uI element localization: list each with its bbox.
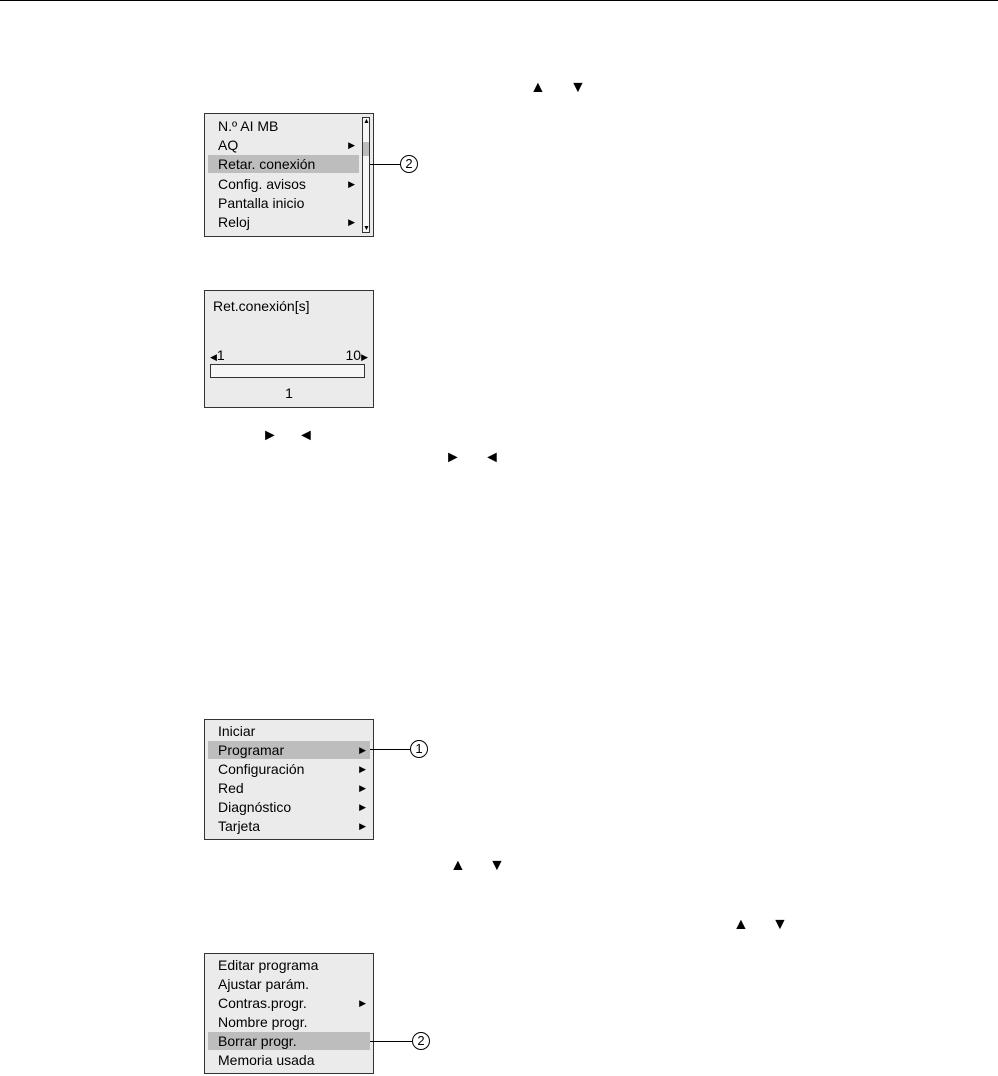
menu-item-label: Borrar progr. — [218, 1033, 297, 1049]
callout-line — [370, 1041, 412, 1042]
scrollbar-thumb[interactable] — [363, 142, 369, 156]
up-arrow-icon: ▲ — [450, 857, 466, 874]
parameter-panel — [204, 290, 374, 408]
menu-item-ajustar-param[interactable] — [208, 975, 370, 993]
parameter-value: 1 — [285, 385, 293, 401]
top-rule — [0, 0, 998, 1]
callout-number: 1 — [410, 740, 428, 758]
submenu-arrow-icon: ▶ — [359, 802, 366, 812]
menu-item-nombre-progr[interactable] — [208, 1013, 370, 1031]
down-arrow-icon: ▼ — [570, 79, 586, 96]
menu-item-label: Config. avisos — [218, 176, 306, 192]
menu-item-label: Pantalla inicio — [218, 195, 305, 211]
right-arrow-icon: ► — [445, 449, 461, 466]
submenu-arrow-icon: ▶ — [359, 745, 366, 755]
up-arrow-icon: ▲ — [733, 916, 749, 933]
callout-number: 2 — [400, 155, 418, 173]
menu-item-label: Editar programa — [218, 957, 319, 973]
range-left-arrow-icon: ◀ — [210, 352, 217, 362]
submenu-arrow-icon: ▶ — [348, 217, 355, 227]
callout-line — [370, 164, 400, 165]
menu-item-label: Contras.progr. — [218, 995, 307, 1011]
menu-item-contras-progr[interactable] — [208, 994, 370, 1012]
menu-item-borrar-progr[interactable] — [208, 1032, 370, 1050]
submenu-arrow-icon: ▶ — [359, 764, 366, 774]
menu-item-label: Red — [218, 780, 244, 796]
menu-item-label: Ajustar parám. — [218, 976, 310, 992]
menu-item-tarjeta[interactable] — [208, 817, 370, 835]
submenu-arrow-icon: ▶ — [348, 179, 355, 189]
range-min-value: 1 — [216, 347, 225, 363]
parameter-title: Ret.conexión[s] — [213, 298, 310, 314]
menu-item-editar-programa[interactable] — [208, 956, 370, 974]
submenu-arrow-icon: ▶ — [348, 140, 355, 150]
menu-item-memoria-usada[interactable] — [208, 1051, 370, 1069]
menu-item-label: AQ — [218, 137, 239, 153]
range-min[interactable] — [210, 347, 225, 363]
menu-item-retar-conexion[interactable] — [208, 155, 359, 173]
settings-menu — [204, 113, 374, 237]
callout-number: 2 — [412, 1032, 430, 1050]
down-arrow-icon: ▼ — [772, 916, 788, 933]
submenu-arrow-icon: ▶ — [359, 821, 366, 831]
menu-item-diagnostico[interactable] — [208, 798, 370, 816]
submenu-arrow-icon: ▶ — [359, 783, 366, 793]
range-max-value: 10 — [345, 347, 362, 363]
menu-item-label: Iniciar — [218, 723, 256, 739]
up-arrow-icon: ▲ — [530, 79, 546, 96]
callout-line — [370, 749, 410, 750]
menu-item-red[interactable] — [208, 779, 370, 797]
main-menu — [204, 719, 374, 840]
menu-item-label: Nombre progr. — [218, 1014, 308, 1030]
range-bar[interactable] — [210, 364, 365, 378]
down-arrow-icon: ▼ — [489, 857, 505, 874]
range-max[interactable] — [346, 347, 369, 363]
menu-item-label: Configuración — [218, 761, 305, 777]
menu-item-label: Memoria usada — [218, 1052, 315, 1068]
menu-item-label: Programar — [218, 742, 285, 758]
menu-item-ai-mb[interactable] — [208, 117, 359, 135]
menu-item-label: Tarjeta — [218, 818, 261, 834]
scroll-down-icon: ▼ — [363, 225, 370, 232]
menu-item-iniciar[interactable] — [208, 722, 370, 740]
menu-item-programar[interactable] — [208, 741, 370, 759]
program-menu — [204, 953, 374, 1074]
right-arrow-icon: ► — [262, 427, 278, 444]
submenu-arrow-icon: ▶ — [359, 998, 366, 1008]
menu-item-reloj[interactable] — [208, 213, 359, 231]
left-arrow-icon: ◄ — [298, 427, 314, 444]
menu-item-configuracion[interactable] — [208, 760, 370, 778]
menu-item-aq[interactable] — [208, 136, 359, 154]
menu-item-label: Reloj — [218, 214, 250, 230]
menu-item-label: Retar. conexión — [218, 156, 316, 172]
range-right-arrow-icon: ▶ — [361, 352, 368, 362]
menu-item-config-avisos[interactable] — [208, 175, 359, 193]
scrollbar[interactable] — [362, 117, 370, 233]
left-arrow-icon: ◄ — [484, 449, 500, 466]
scroll-up-icon: ▲ — [363, 118, 370, 125]
menu-item-label: Diagnóstico — [218, 799, 292, 815]
menu-item-label: N.º AI MB — [218, 118, 279, 134]
menu-item-pantalla-inicio[interactable] — [208, 194, 359, 212]
